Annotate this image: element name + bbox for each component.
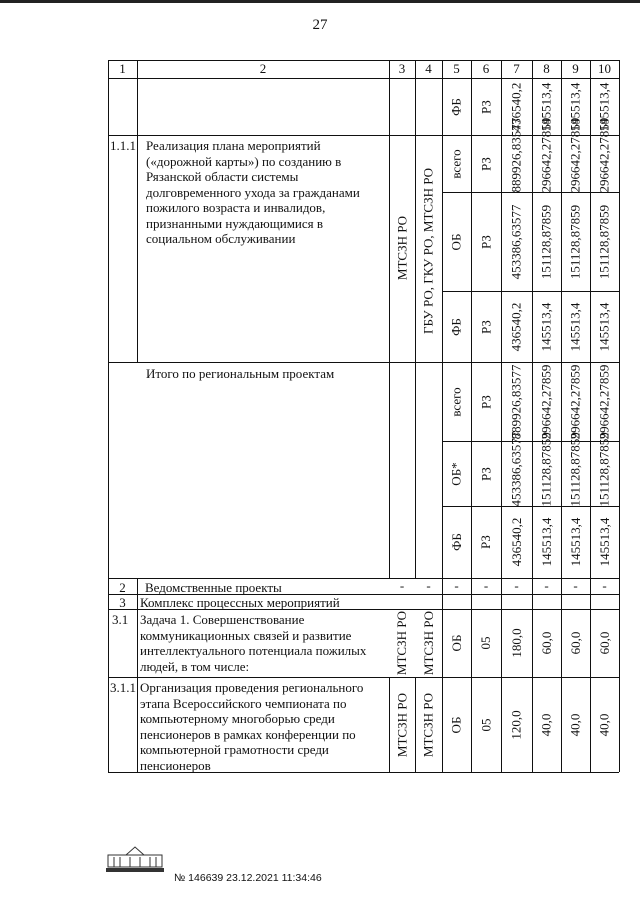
row-111-federal-fund: ФБ [448,317,464,336]
row-311-title-line: компьютерному многоборью среди [140,711,335,726]
grid-col-line [415,677,416,772]
row-31-title-line: коммуникационных связей и развитие [140,627,352,643]
row-31-title-line: интеллектуального потенциала пожилых [140,643,367,658]
grid-col-line [471,60,472,772]
row-31-value-col8: 60,0 [538,631,554,655]
row-3-title: Комплекс процессных мероприятий [140,595,340,610]
total-regional-value-col7: 453386,63577 [508,431,524,506]
column-number-10: 10 [598,61,611,76]
total-all-value-col8: 296642,27859 [538,364,554,439]
row-311-title-line: компьютерной грамотности среди [140,742,329,757]
row-111-federal-value-col10: 145513,4 [596,302,612,351]
row-111-federal-value-col9: 145513,4 [567,302,583,351]
row-2-dash: - [483,578,489,593]
column-number-7: 7 [513,61,520,76]
row-111-total-value-col8: 296642,27859 [538,117,554,192]
row-31-title-line: людей, в том числе: [140,658,250,674]
building-stamp-icon [106,845,164,873]
grid-col-line [389,677,390,772]
total-all-code: РЗ [478,394,493,409]
row-2-dash: - [602,578,607,593]
row-31-value-col9: 60,0 [567,631,583,655]
column-number-9: 9 [572,61,579,76]
row-111-total-value-col10: 296642,27859 [596,117,612,192]
page-number: 27 [312,17,328,33]
row-2-dash: - [514,578,519,593]
grid-subrow-line [442,441,619,442]
total-federal-fund: ФБ [448,533,464,551]
grid-col-line [561,60,562,772]
grid-subrow-line [442,506,619,507]
total-all-fund: всего [448,386,464,417]
row-311-value-col7: 120,0 [508,709,524,740]
row-31-code: 05 [478,636,493,650]
row-111-title-line: признанными нуждающимися в [146,215,324,231]
row-111-title-line: («дорожной карты») по созданию в [146,153,342,169]
grid-col-line [415,60,416,578]
total-all-value-col10: 296642,27859 [596,364,612,439]
row-311-value-col9: 40,0 [567,713,583,736]
total-federal-value-col8: 145513,4 [538,517,554,567]
column-number-4: 4 [425,61,432,76]
row-3-number: 3 [119,595,126,610]
grid-col-line [501,60,502,772]
scan-edge-line [0,0,640,3]
row-111-coexecutors: ГБУ РО, ГКУ РО, МТСЗН РО [420,167,436,334]
column-number-5: 5 [453,61,460,76]
total-regional-title: Итого по региональным проектам [146,366,335,381]
row-continued-value-col10: 145513,4 [596,82,612,131]
row-111-title-line: Реализация плана мероприятий [146,138,321,153]
grid-col-line [442,60,443,772]
row-111-title-line: Рязанской области системы [146,169,299,184]
row-111-regional-code: РЗ [478,234,493,249]
total-all-value-col9: 296642,27859 [567,364,583,439]
row-continued-value-col8: 145513,4 [538,82,554,131]
document-registration-stamp: № 146639 23.12.2021 11:34:46 [174,872,322,884]
row-311-title-line: Организация проведения регионального [140,680,364,695]
row-111-regional-value-col10: 151128,87859 [596,204,612,279]
total-all-value-col7: 889926,83577 [508,364,524,439]
grid-col-line [590,60,591,772]
row-2-dash: - [426,578,431,593]
row-31-coexecutor: МТСЗН РО [420,610,436,676]
grid-border-right [619,60,620,772]
grid-border-left [108,60,109,772]
row-2-title: Ведомственные проекты [145,580,282,595]
row-311-executor: МТСЗН РО [394,692,409,757]
grid-col-line [389,60,390,578]
row-31-fund: ОБ [448,634,464,652]
row-311-coexecutor: МТСЗН РО [420,692,436,757]
total-regional-value-col8: 151128,87859 [538,431,554,506]
total-regional-code: РЗ [478,466,493,481]
row-continued-value-col7: 436540,2 [508,82,524,131]
row-111-total-value-col9: 296642,27859 [567,117,583,192]
row-311-value-col8: 40,0 [538,713,554,736]
row-2-dash: - [454,578,459,593]
row-311-code: 05 [478,718,493,731]
row-111-federal-value-col8: 145513,4 [538,302,554,351]
column-number-1: 1 [119,61,126,76]
row-111-total-code: РЗ [478,156,493,171]
row-111-total-fund: всего [448,148,464,179]
row-31-value-col10: 60,0 [596,631,612,655]
row-31-number: 3.1 [112,612,129,627]
row-111-executor: МТСЗН РО [394,215,409,280]
grid-col-line [137,578,138,772]
row-2-dash: - [573,578,578,593]
row-311-fund: ОБ [448,716,464,733]
row-continued-fund: ФБ [448,97,464,116]
row-31-title-line: Задача 1. Совершенствование [140,612,305,627]
row-311-title-line: этапа Всероссийского чемпионата по [140,695,347,711]
row-111-regional-fund: ОБ [448,233,464,250]
grid-subrow-line [442,192,619,193]
total-federal-code: РЗ [478,535,493,549]
row-111-federal-code: РЗ [478,319,493,334]
total-regional-value-col10: 151128,87859 [596,431,612,506]
grid-subrow-line [442,291,619,292]
row-111-regional-value-col8: 151128,87859 [538,204,554,279]
column-number-6: 6 [482,61,490,76]
grid-col-line [137,60,138,362]
column-number-8: 8 [543,61,550,76]
row-2-number: 2 [119,580,126,595]
row-111-title-line: социальном обслуживании [146,231,296,246]
total-federal-value-col10: 145513,4 [596,517,612,567]
grid-col-line [532,60,533,772]
total-regional-fund: ОБ* [448,461,464,486]
total-federal-value-col7: 436540,2 [508,517,524,567]
row-continued-value-col9: 145513,4 [567,82,583,131]
row-111-title-line: пожилого возраста и инвалидов, [146,200,326,215]
row-111-total-value-col7: 889926,83577 [508,117,524,192]
row-31-value-col7: 180,0 [508,628,524,658]
row-111-number: 1.1.1 [110,138,136,153]
row-311-title-line: пенсионеров [140,757,211,773]
total-federal-value-col9: 145513,4 [567,517,583,567]
row-31-executor: МТСЗН РО [394,610,409,676]
row-311-title-line: пенсионеров в рамках конференции по [140,726,356,742]
row-111-title-line: долговременного ухода за гражданами [146,184,360,200]
column-number-2: 2 [259,61,267,76]
row-111-regional-value-col7: 453386,63577 [508,204,524,279]
row-311-number: 3.1.1 [110,680,136,695]
column-number-3: 3 [398,61,406,76]
total-regional-value-col9: 151128,87859 [567,431,583,506]
row-continued-code: РЗ [478,99,493,114]
row-2-dash: - [544,578,549,593]
row-111-regional-value-col9: 151128,87859 [567,204,583,279]
row-111-federal-value-col7: 436540,2 [508,302,524,351]
row-311-value-col10: 40,0 [596,713,612,736]
row-2-dash: - [399,578,405,593]
